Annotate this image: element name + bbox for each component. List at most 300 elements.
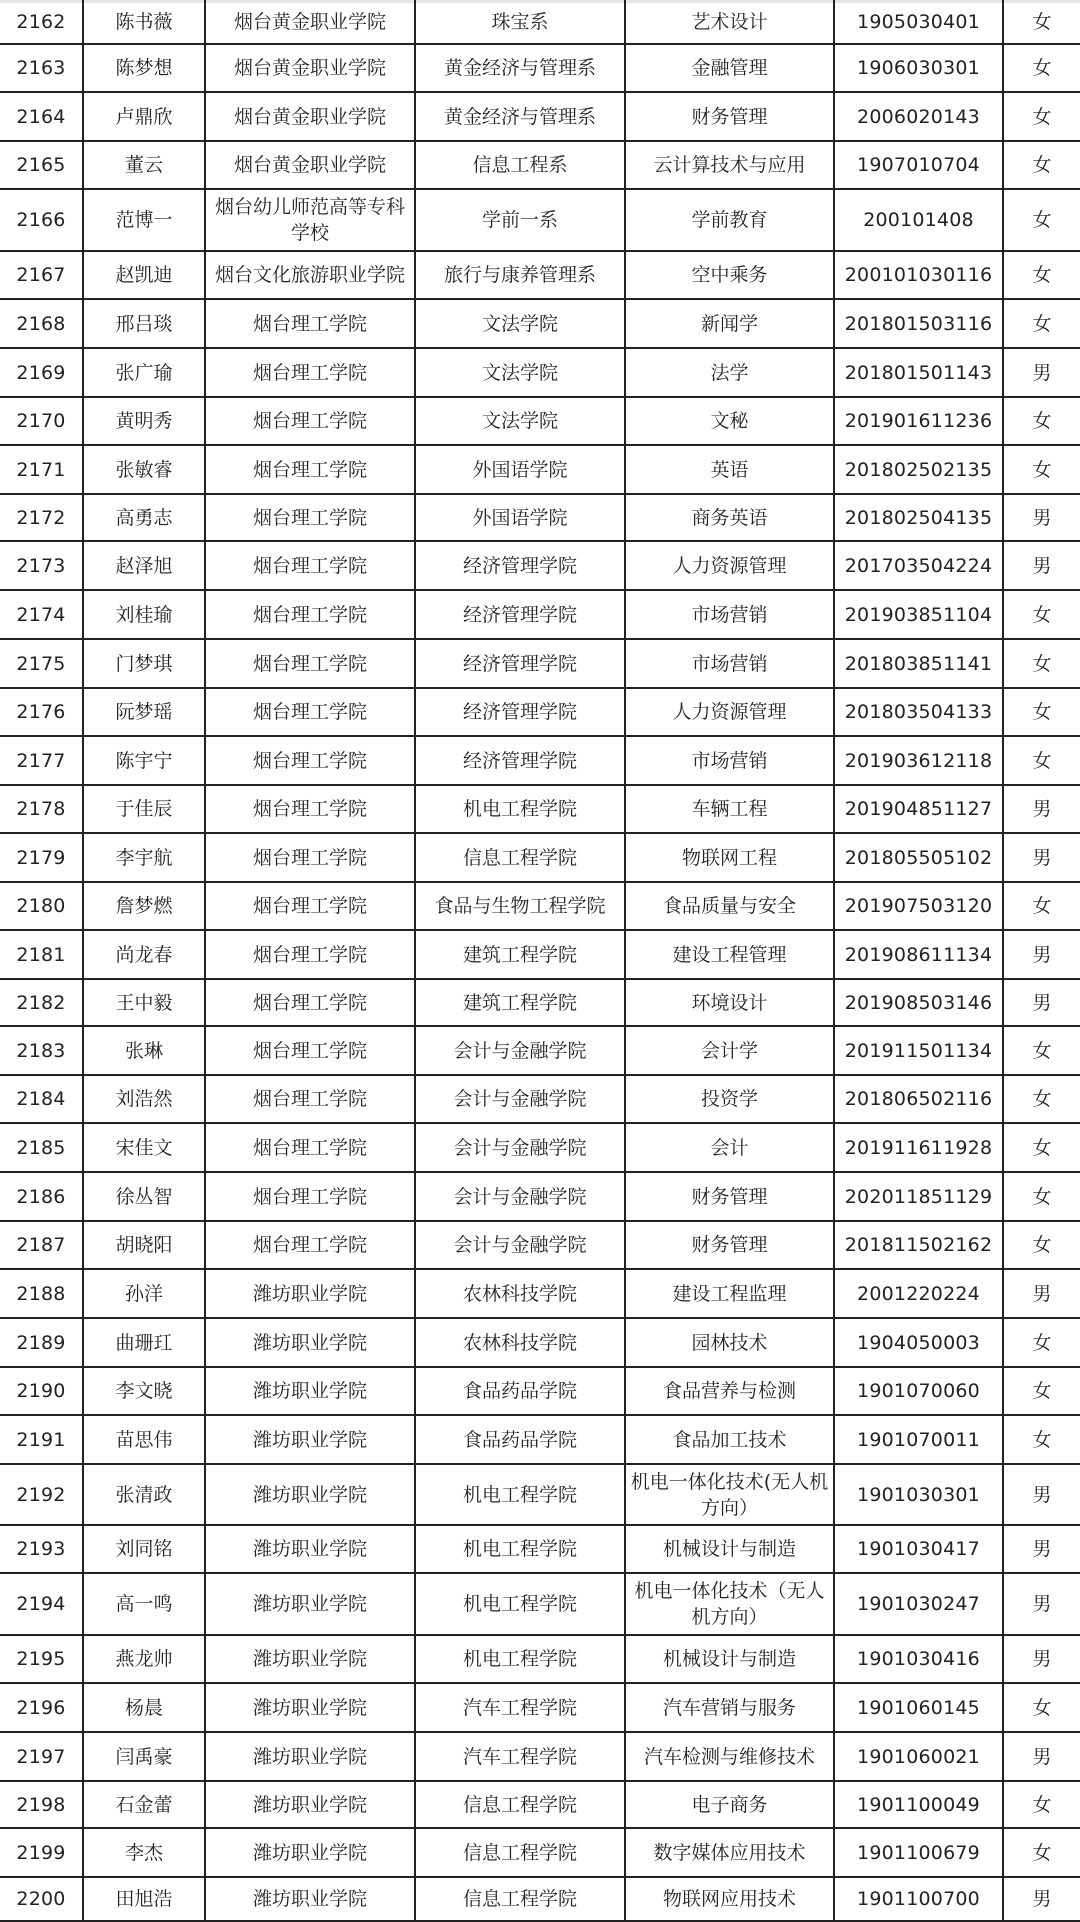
cell-gender: 男: [1032, 1888, 1052, 1910]
table-row: [0, 786, 1080, 834]
table-row: [0, 190, 1080, 252]
cell-school: 潍坊职业学院: [206, 1878, 416, 1920]
cell-school: 烟台理工学院: [206, 931, 416, 978]
cell-index: 2191: [0, 1416, 84, 1463]
table-row: [0, 737, 1080, 786]
cell-major: 财务管理: [626, 1173, 835, 1220]
cell-name: 范博一: [84, 190, 206, 250]
cell-department: 经济管理学院: [416, 591, 626, 638]
cell-major: 机械设计与制造: [626, 1526, 835, 1572]
cell-major: 法学: [626, 349, 835, 396]
cell-index: 2176: [0, 689, 84, 735]
cell-gender: 女: [1032, 1234, 1052, 1256]
cell-index: 2188: [0, 1270, 84, 1317]
cell-student-id: 2006020143: [835, 93, 1004, 140]
cell-major: 食品加工技术: [626, 1416, 835, 1463]
cell-name: 刘浩然: [84, 1076, 206, 1122]
table-row: [0, 542, 1080, 591]
cell-major: 汽车营销与服务: [626, 1684, 835, 1731]
cell-index: 2173: [0, 542, 84, 589]
cell-index: 2164: [0, 93, 84, 140]
cell-student-id: 1907010704: [835, 142, 1004, 188]
cell-index: 2163: [0, 45, 84, 91]
table-row: [0, 883, 1080, 931]
cell-name: 陈梦想: [84, 45, 206, 91]
cell-gender: 女: [1032, 1088, 1052, 1110]
cell-student-id: 1901030247: [835, 1574, 1004, 1634]
cell-student-id: 201904851127: [835, 786, 1004, 832]
cell-student-id: 201908503146: [835, 980, 1004, 1025]
cell-major: 新闻学: [626, 300, 835, 347]
cell-index: 2168: [0, 300, 84, 347]
cell-name: 田旭浩: [84, 1878, 206, 1920]
cell-department: 黄金经济与管理系: [416, 45, 626, 91]
cell-department: 机电工程学院: [416, 1636, 626, 1682]
cell-gender: 男: [1032, 846, 1052, 869]
cell-department: 农林科技学院: [416, 1270, 626, 1317]
cell-student-id: 201703504224: [835, 542, 1004, 589]
cell-index: 2172: [0, 495, 84, 540]
cell-major: 机电一体化技术(无人机方向）: [626, 1465, 835, 1524]
cell-gender: 男: [1032, 1538, 1052, 1560]
cell-gender: 男: [1032, 506, 1052, 529]
cell-gender: 女: [1032, 312, 1052, 335]
cell-school: 烟台理工学院: [206, 1027, 416, 1074]
cell-student-id: 1901100049: [835, 1782, 1004, 1827]
cell-student-id: 1901030417: [835, 1526, 1004, 1572]
cell-index: 2190: [0, 1368, 84, 1414]
cell-major: 物联网工程: [626, 834, 835, 881]
cell-department: 信息工程学院: [416, 1829, 626, 1876]
cell-index: 2171: [0, 446, 84, 493]
cell-gender: 女: [1032, 458, 1052, 481]
table-row: [0, 640, 1080, 689]
cell-name: 李宇航: [84, 834, 206, 881]
cell-gender: 女: [1032, 105, 1052, 128]
cell-major: 市场营销: [626, 737, 835, 784]
cell-gender: 男: [1032, 1593, 1052, 1615]
cell-school: 烟台理工学院: [206, 786, 416, 832]
cell-school: 烟台理工学院: [206, 1124, 416, 1171]
cell-name: 曲珊玒: [84, 1319, 206, 1366]
cell-department: 信息工程学院: [416, 1878, 626, 1920]
cell-student-id: 1901060021: [835, 1733, 1004, 1780]
cell-name: 詹梦燃: [84, 883, 206, 929]
cell-major: 车辆工程: [626, 786, 835, 832]
cell-gender: 男: [1032, 361, 1052, 384]
cell-school: 烟台理工学院: [206, 300, 416, 347]
table-row: [0, 93, 1080, 142]
cell-index: 2170: [0, 398, 84, 444]
cell-department: 黄金经济与管理系: [416, 93, 626, 140]
cell-name: 闫禹豪: [84, 1733, 206, 1780]
cell-major: 食品营养与检测: [626, 1368, 835, 1414]
table-row: [0, 300, 1080, 349]
cell-school: 烟台理工学院: [206, 398, 416, 444]
cell-student-id: 1901060145: [835, 1684, 1004, 1731]
cell-name: 陈书薇: [84, 0, 206, 43]
cell-department: 食品与生物工程学院: [416, 883, 626, 929]
cell-index: 2198: [0, 1782, 84, 1827]
table-row: [0, 446, 1080, 495]
cell-index: 2166: [0, 190, 84, 250]
cell-major: 物联网应用技术: [626, 1878, 835, 1920]
cell-index: 2195: [0, 1636, 84, 1682]
cell-school: 烟台理工学院: [206, 640, 416, 687]
cell-gender: 女: [1032, 1185, 1052, 1208]
cell-name: 门梦琪: [84, 640, 206, 687]
cell-department: 会计与金融学院: [416, 1076, 626, 1122]
table-row: [0, 1076, 1080, 1124]
table-row: [0, 1465, 1080, 1526]
table-row: [0, 1684, 1080, 1733]
cell-school: 烟台理工学院: [206, 737, 416, 784]
cell-index: 2180: [0, 883, 84, 929]
cell-school: 潍坊职业学院: [206, 1636, 416, 1682]
cell-index: 2189: [0, 1319, 84, 1366]
cell-index: 2174: [0, 591, 84, 638]
cell-index: 2194: [0, 1574, 84, 1634]
cell-school: 潍坊职业学院: [206, 1526, 416, 1572]
cell-name: 刘同铭: [84, 1526, 206, 1572]
cell-department: 经济管理学院: [416, 689, 626, 735]
cell-student-id: 201911611928: [835, 1124, 1004, 1171]
cell-school: 烟台幼儿师范高等专科学校: [206, 190, 416, 250]
cell-name: 刘桂瑜: [84, 591, 206, 638]
cell-index: 2183: [0, 1027, 84, 1074]
cell-student-id: 201907503120: [835, 883, 1004, 929]
cell-student-id: 1904050003: [835, 1319, 1004, 1366]
cell-major: 机械设计与制造: [626, 1636, 835, 1682]
cell-gender: 女: [1032, 701, 1052, 723]
cell-major: 建设工程管理: [626, 931, 835, 978]
cell-gender: 男: [1032, 1282, 1052, 1305]
table-row: [0, 1270, 1080, 1319]
cell-department: 会计与金融学院: [416, 1124, 626, 1171]
cell-student-id: 1901100679: [835, 1829, 1004, 1876]
cell-gender: 女: [1032, 652, 1052, 675]
cell-department: 信息工程学院: [416, 834, 626, 881]
cell-major: 市场营销: [626, 640, 835, 687]
cell-school: 烟台理工学院: [206, 689, 416, 735]
cell-student-id: 201908611134: [835, 931, 1004, 978]
cell-name: 孙洋: [84, 1270, 206, 1317]
table-row: [0, 1368, 1080, 1416]
cell-department: 信息工程系: [416, 142, 626, 188]
cell-student-id: 1901070060: [835, 1368, 1004, 1414]
cell-student-id: 1901070011: [835, 1416, 1004, 1463]
cell-index: 2193: [0, 1526, 84, 1572]
cell-student-id: 201903612118: [835, 737, 1004, 784]
table-row: [0, 1222, 1080, 1270]
table-row: [0, 1526, 1080, 1574]
cell-school: 潍坊职业学院: [206, 1829, 416, 1876]
cell-gender: 女: [1032, 209, 1052, 231]
cell-student-id: 201811502162: [835, 1222, 1004, 1268]
cell-student-id: 202011851129: [835, 1173, 1004, 1220]
cell-department: 建筑工程学院: [416, 980, 626, 1025]
cell-name: 董云: [84, 142, 206, 188]
cell-name: 高一鸣: [84, 1574, 206, 1634]
table-row: [0, 931, 1080, 980]
cell-department: 建筑工程学院: [416, 931, 626, 978]
cell-department: 机电工程学院: [416, 1574, 626, 1634]
cell-department: 会计与金融学院: [416, 1222, 626, 1268]
cell-name: 徐丛智: [84, 1173, 206, 1220]
cell-gender: 女: [1032, 1136, 1052, 1159]
cell-department: 机电工程学院: [416, 1526, 626, 1572]
table-row: [0, 1124, 1080, 1173]
cell-department: 会计与金融学院: [416, 1173, 626, 1220]
cell-name: 张清政: [84, 1465, 206, 1524]
cell-index: 2167: [0, 252, 84, 298]
cell-student-id: 201901611236: [835, 398, 1004, 444]
cell-index: 2192: [0, 1465, 84, 1524]
cell-gender: 男: [1032, 554, 1052, 577]
cell-name: 苗思伟: [84, 1416, 206, 1463]
cell-name: 邢吕琰: [84, 300, 206, 347]
cell-school: 潍坊职业学院: [206, 1319, 416, 1366]
cell-department: 会计与金融学院: [416, 1027, 626, 1074]
table-row: [0, 0, 1080, 45]
cell-name: 赵凯迪: [84, 252, 206, 298]
cell-major: 投资学: [626, 1076, 835, 1122]
table-row: [0, 1574, 1080, 1636]
cell-gender: 女: [1032, 10, 1052, 33]
cell-department: 信息工程学院: [416, 1782, 626, 1827]
cell-name: 黄明秀: [84, 398, 206, 444]
cell-school: 烟台理工学院: [206, 883, 416, 929]
cell-school: 潍坊职业学院: [206, 1574, 416, 1634]
table-row: [0, 834, 1080, 883]
cell-school: 潍坊职业学院: [206, 1416, 416, 1463]
cell-index: 2186: [0, 1173, 84, 1220]
cell-department: 汽车工程学院: [416, 1684, 626, 1731]
cell-name: 宋佳文: [84, 1124, 206, 1171]
cell-major: 金融管理: [626, 45, 835, 91]
cell-student-id: 201803851141: [835, 640, 1004, 687]
cell-gender: 女: [1032, 603, 1052, 626]
cell-name: 王中毅: [84, 980, 206, 1025]
cell-name: 胡晓阳: [84, 1222, 206, 1268]
cell-student-id: 201802504135: [835, 495, 1004, 540]
cell-department: 食品药品学院: [416, 1368, 626, 1414]
cell-school: 潍坊职业学院: [206, 1733, 416, 1780]
cell-gender: 男: [1032, 1745, 1052, 1768]
cell-name: 于佳辰: [84, 786, 206, 832]
cell-major: 机电一体化技术（无人机方向）: [626, 1574, 835, 1634]
table-row: [0, 1027, 1080, 1076]
cell-school: 烟台理工学院: [206, 446, 416, 493]
cell-gender: 女: [1032, 154, 1052, 176]
cell-name: 尚龙春: [84, 931, 206, 978]
cell-department: 机电工程学院: [416, 1465, 626, 1524]
cell-department: 汽车工程学院: [416, 1733, 626, 1780]
table-row: [0, 1416, 1080, 1465]
cell-gender: 女: [1032, 1428, 1052, 1451]
cell-student-id: 1905030401: [835, 0, 1004, 43]
cell-major: 食品质量与安全: [626, 883, 835, 929]
cell-school: 烟台黄金职业学院: [206, 142, 416, 188]
cell-department: 文法学院: [416, 398, 626, 444]
cell-department: 机电工程学院: [416, 786, 626, 832]
cell-school: 潍坊职业学院: [206, 1465, 416, 1524]
cell-major: 财务管理: [626, 93, 835, 140]
cell-gender: 女: [1032, 1331, 1052, 1354]
cell-department: 珠宝系: [416, 0, 626, 43]
table-row: [0, 252, 1080, 300]
cell-major: 市场营销: [626, 591, 835, 638]
cell-name: 石金蕾: [84, 1782, 206, 1827]
cell-index: 2165: [0, 142, 84, 188]
cell-name: 赵泽旭: [84, 542, 206, 589]
cell-student-id: 201806502116: [835, 1076, 1004, 1122]
cell-school: 烟台理工学院: [206, 1222, 416, 1268]
cell-gender: 女: [1032, 410, 1052, 432]
cell-gender: 男: [1032, 991, 1052, 1014]
cell-major: 会计学: [626, 1027, 835, 1074]
cell-gender: 女: [1032, 749, 1052, 772]
cell-major: 艺术设计: [626, 0, 835, 43]
cell-name: 卢鼎欣: [84, 93, 206, 140]
cell-school: 潍坊职业学院: [206, 1782, 416, 1827]
cell-name: 阮梦瑶: [84, 689, 206, 735]
cell-department: 外国语学院: [416, 446, 626, 493]
table-row: [0, 142, 1080, 190]
cell-department: 文法学院: [416, 300, 626, 347]
cell-school: 烟台黄金职业学院: [206, 0, 416, 43]
table-row: [0, 1733, 1080, 1782]
cell-major: 空中乘务: [626, 252, 835, 298]
cell-index: 2187: [0, 1222, 84, 1268]
cell-student-id: 201805505102: [835, 834, 1004, 881]
cell-department: 经济管理学院: [416, 737, 626, 784]
cell-student-id: 201802502135: [835, 446, 1004, 493]
cell-school: 烟台理工学院: [206, 542, 416, 589]
cell-gender: 女: [1032, 1696, 1052, 1719]
cell-name: 张敏睿: [84, 446, 206, 493]
table-row: [0, 45, 1080, 93]
cell-major: 园林技术: [626, 1319, 835, 1366]
cell-school: 烟台理工学院: [206, 980, 416, 1025]
cell-school: 烟台理工学院: [206, 1173, 416, 1220]
cell-gender: 女: [1032, 895, 1052, 917]
cell-index: 2199: [0, 1829, 84, 1876]
cell-school: 烟台理工学院: [206, 834, 416, 881]
cell-student-id: 200101408: [835, 190, 1004, 250]
cell-major: 人力资源管理: [626, 542, 835, 589]
cell-name: 高勇志: [84, 495, 206, 540]
cell-school: 潍坊职业学院: [206, 1684, 416, 1731]
cell-school: 烟台理工学院: [206, 349, 416, 396]
cell-major: 电子商务: [626, 1782, 835, 1827]
cell-index: 2197: [0, 1733, 84, 1780]
cell-school: 烟台理工学院: [206, 495, 416, 540]
cell-department: 旅行与康养管理系: [416, 252, 626, 298]
table-row: [0, 349, 1080, 398]
cell-school: 烟台文化旅游职业学院: [206, 252, 416, 298]
table-row: [0, 591, 1080, 640]
cell-department: 文法学院: [416, 349, 626, 396]
cell-index: 2179: [0, 834, 84, 881]
cell-gender: 女: [1032, 1039, 1052, 1062]
table-row: [0, 689, 1080, 737]
cell-major: 学前教育: [626, 190, 835, 250]
cell-gender: 女: [1032, 57, 1052, 79]
cell-gender: 女: [1032, 1380, 1052, 1402]
cell-school: 烟台黄金职业学院: [206, 45, 416, 91]
cell-department: 经济管理学院: [416, 640, 626, 687]
cell-major: 财务管理: [626, 1222, 835, 1268]
table-row: [0, 1829, 1080, 1878]
cell-gender: 男: [1032, 798, 1052, 820]
cell-index: 2196: [0, 1684, 84, 1731]
cell-index: 2184: [0, 1076, 84, 1122]
cell-student-id: 1901030301: [835, 1465, 1004, 1524]
table-row: [0, 1782, 1080, 1829]
table-row: [0, 398, 1080, 446]
cell-major: 文秘: [626, 398, 835, 444]
cell-name: 张琳: [84, 1027, 206, 1074]
cell-student-id: 200101030116: [835, 252, 1004, 298]
cell-name: 李文晓: [84, 1368, 206, 1414]
cell-major: 会计: [626, 1124, 835, 1171]
cell-school: 潍坊职业学院: [206, 1270, 416, 1317]
cell-index: 2178: [0, 786, 84, 832]
table-row: [0, 1173, 1080, 1222]
table-row: [0, 495, 1080, 542]
cell-department: 外国语学院: [416, 495, 626, 540]
cell-department: 农林科技学院: [416, 1319, 626, 1366]
cell-student-id: 201903851104: [835, 591, 1004, 638]
cell-index: 2162: [0, 0, 84, 43]
cell-index: 2175: [0, 640, 84, 687]
cell-major: 建设工程监理: [626, 1270, 835, 1317]
cell-gender: 女: [1032, 264, 1052, 286]
cell-name: 李杰: [84, 1829, 206, 1876]
cell-school: 潍坊职业学院: [206, 1368, 416, 1414]
cell-index: 2200: [0, 1878, 84, 1920]
cell-major: 云计算技术与应用: [626, 142, 835, 188]
cell-major: 数字媒体应用技术: [626, 1829, 835, 1876]
cell-student-id: 1901030416: [835, 1636, 1004, 1682]
cell-major: 人力资源管理: [626, 689, 835, 735]
cell-index: 2169: [0, 349, 84, 396]
cell-index: 2182: [0, 980, 84, 1025]
cell-student-id: 1901100700: [835, 1878, 1004, 1920]
cell-gender: 男: [1032, 1648, 1052, 1670]
cell-student-id: 2001220224: [835, 1270, 1004, 1317]
cell-gender: 女: [1032, 1841, 1052, 1864]
cell-department: 经济管理学院: [416, 542, 626, 589]
cell-student-id: 201801503116: [835, 300, 1004, 347]
cell-gender: 男: [1032, 943, 1052, 966]
cell-major: 英语: [626, 446, 835, 493]
cell-name: 陈宇宁: [84, 737, 206, 784]
cell-major: 商务英语: [626, 495, 835, 540]
table-row: [0, 1319, 1080, 1368]
cell-student-id: 1906030301: [835, 45, 1004, 91]
cell-school: 烟台理工学院: [206, 1076, 416, 1122]
cell-name: 张广瑜: [84, 349, 206, 396]
table-row: [0, 1878, 1080, 1922]
table-row: [0, 1636, 1080, 1684]
cell-index: 2181: [0, 931, 84, 978]
cell-index: 2185: [0, 1124, 84, 1171]
cell-department: 学前一系: [416, 190, 626, 250]
cell-department: 食品药品学院: [416, 1416, 626, 1463]
table-row: [0, 980, 1080, 1027]
